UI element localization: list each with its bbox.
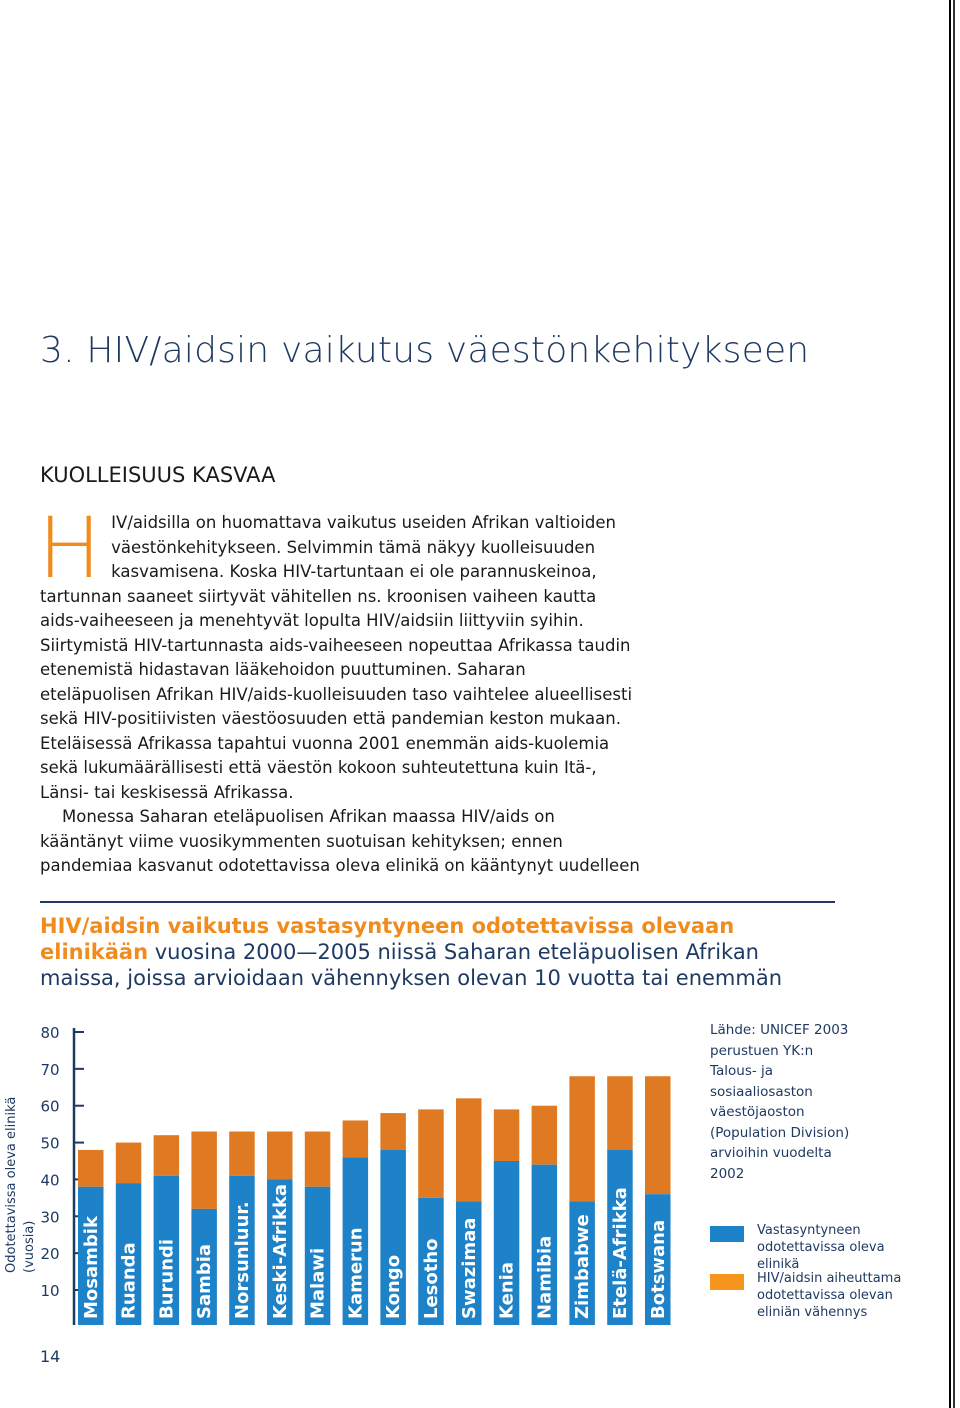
y-tick-label: 70 xyxy=(40,1060,60,1079)
bar-segment-reduction xyxy=(116,1143,142,1184)
category-label: Mosambik xyxy=(80,1216,102,1319)
y-axis-label: Odotettavissa oleva elinikä (vuosia) xyxy=(4,1096,37,1273)
category-label: Sambia xyxy=(194,1243,216,1319)
chapter-title: 3. HIV/aidsin vaikutus väestönkehitykseen xyxy=(40,330,810,371)
category-label: Keski-Afrikka xyxy=(269,1183,291,1319)
chart-title-rest: vuosina 2000—2005 niissä Saharan eteläpuolisen Afrikan maissa, joissa arvioidaan vähennyksen olevan 10 vuotta tai enemmän xyxy=(40,940,783,990)
bar-segment-reduction xyxy=(154,1135,180,1176)
legend-swatch-blue xyxy=(710,1226,744,1242)
y-tick-label: 80 xyxy=(40,1024,60,1042)
bar-segment-reduction xyxy=(380,1113,406,1150)
legend-swatch-orange xyxy=(710,1274,744,1290)
category-label: Norsunluur. xyxy=(231,1201,253,1319)
life-expectancy-chart xyxy=(0,1010,700,1340)
bar-segment-reduction xyxy=(191,1132,217,1209)
bar-segment-reduction xyxy=(494,1109,520,1161)
paragraph-1-text: IV/aidsilla on huomattava vaikutus useiden Afrikan valtioiden väestönkehitykseen. Selvimmin tämä näkyy kuolleisuuden kasvamisena. Koska HIV-tartuntaan ei ole parannuskeinoa, tartunnan saaneet siirtyvät vähitellen ns. kroonisen vaiheen kautta aids-vaiheeseen ja menehtyvät lopulta HIV/aidsiin liittyviin syihin. Siirtymistä HIV-tartunnasta aids-vaiheeseen nopeuttaa Afrikassa taudin etenemistä hidastavan lääkehoidon puuttuminen. Saharan eteläpuolisen Afrikan HIV/aids-kuolleisuuden taso vaihtelee alueellisesti sekä HIV-positiivisten väestöosuuden että pandemian keston mukaan. Eteläisessä Afrikassa tapahtui vuonna 2001 enemmän aids-kuolemia sekä lukumäärällisesti että väestön kokoon suhteutettuna kuin Itä-, Länsi- tai keskisessä Afrikassa. xyxy=(40,513,633,802)
bar-segment-reduction xyxy=(532,1106,558,1165)
body-text xyxy=(38,499,640,879)
page-edge-line xyxy=(953,0,955,1408)
paragraph-1 xyxy=(38,499,640,805)
y-tick-label: 50 xyxy=(40,1134,60,1153)
y-tick-label: 40 xyxy=(40,1171,60,1190)
section-title: KUOLLEISUUS KASVAA xyxy=(40,463,276,487)
divider-rule xyxy=(40,901,835,903)
bar-segment-reduction xyxy=(78,1150,104,1187)
bar-segment-reduction xyxy=(569,1076,595,1201)
category-label: Malawi xyxy=(307,1247,329,1319)
paragraph-2: Monessa Saharan eteläpuolisen Afrikan maassa HIV/aids on kääntänyt viime vuosikymmenten suotuisan kehityksen; ennen pandemiaa kasvanut odotettavissa oleva elinikä on kääntynyt uudelleen xyxy=(40,807,640,875)
category-label: Kenia xyxy=(496,1262,518,1319)
bar-segment-reduction xyxy=(305,1132,331,1187)
category-label: Namibia xyxy=(534,1235,556,1319)
bar-segment-reduction xyxy=(418,1109,444,1197)
category-label: Kongo xyxy=(383,1254,405,1319)
category-label: Ruanda xyxy=(118,1242,140,1319)
bar-segment-reduction xyxy=(343,1120,369,1157)
bar-segment-reduction xyxy=(607,1076,633,1150)
page-edge-line xyxy=(949,0,951,1408)
page-number: 14 xyxy=(40,1347,61,1366)
bar-segment-reduction xyxy=(229,1132,255,1176)
chart-title xyxy=(40,913,840,991)
y-tick-label: 60 xyxy=(40,1097,60,1116)
category-label: Lesotho xyxy=(420,1238,442,1319)
category-label: Kamerun xyxy=(345,1227,367,1319)
category-label: Burundi xyxy=(156,1238,178,1319)
bar-segment-reduction xyxy=(456,1098,482,1201)
legend-label-life-expectancy: Vastasyntyneen odotettavissa oleva elinikä xyxy=(757,1223,885,1272)
category-label: Etelä-Afrikka xyxy=(609,1187,631,1319)
chart-title-bold: HIV/aidsin vaikutus vastasyntyneen odotettavissa olevaan elinikään xyxy=(40,914,735,964)
dropcap: H xyxy=(38,499,102,597)
category-label: Swazimaa xyxy=(458,1217,480,1319)
category-label: Botswana xyxy=(647,1219,669,1319)
source-note: Lähde: UNICEF 2003 perustuen YK:n Talous- ja sosiaaliosaston väestöjaoston (Population Division) arvioihin vuodelta 2002 xyxy=(710,1022,850,1182)
category-label: Zimbabwe xyxy=(572,1214,594,1319)
y-tick-label: 20 xyxy=(40,1245,60,1264)
bar-segment-reduction xyxy=(267,1132,293,1180)
bar-segment-reduction xyxy=(645,1076,671,1194)
legend-label-reduction: HIV/aidsin aiheuttama odotettavissa olevan eliniän vähennys xyxy=(757,1271,902,1320)
y-tick-label: 30 xyxy=(40,1208,60,1227)
y-tick-label: 10 xyxy=(40,1282,60,1300)
